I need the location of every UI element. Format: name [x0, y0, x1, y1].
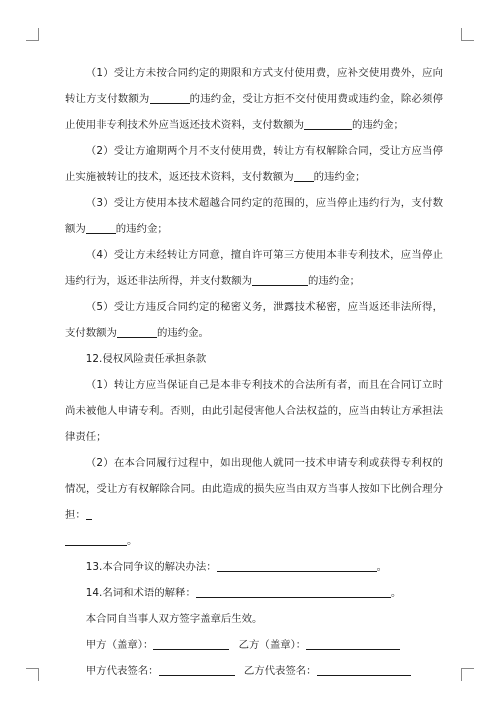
- clause-2: [65, 138, 443, 190]
- party-b-seal-label: 乙方（盖章）：: [238, 639, 307, 651]
- party-a-seal-label: 甲方（盖章）：: [85, 639, 154, 651]
- document-body: [65, 60, 443, 684]
- party-a-rep-field[interactable]: [159, 664, 235, 676]
- clause-4-text-b: 的违约金；: [308, 275, 360, 287]
- clause-1: [65, 60, 443, 138]
- crop-mark-top-right: [461, 28, 474, 41]
- section-14-end: 。: [390, 587, 402, 599]
- section-12-para-2-end: 。: [127, 535, 138, 547]
- representative-row: [65, 658, 443, 684]
- section-12-para-2-text: （2）在本合同履行过程中，如出现他人就同一技术申请专利或获得专利权的情况，受让方有权解除合同。由此造成的损失应当由双方当事人按如下比例合理分担：: [65, 457, 443, 521]
- clause-3-text-a: （3）受让方使用本技术超越合同约定的范围的，应当停止违约行为，支付数额为: [65, 197, 443, 235]
- clause-1-text-b: 的违约金，受让方拒不交付使用费或违约金，除必须停止使用非专利技术外应当返还技术资料，支付数额为: [65, 93, 443, 131]
- clause-2-text-b: 的违约金；: [313, 171, 366, 183]
- section-14-label: 14.名词和术语的解释：: [85, 587, 196, 599]
- clause-3-text-b: 的违约金；: [115, 223, 168, 235]
- clause-5-text-b: 的违约金。: [156, 327, 209, 339]
- section-12-para-1: （1）转让方应当保证自己是本非专利技术的合法所有者，而且在合同订立时尚未被他人申请专利。否则，由此引起侵害他人合法权益的，应当由转让方承担法律责任；: [65, 379, 443, 443]
- blank-field[interactable]: [86, 508, 92, 520]
- crop-mark-top-left: [26, 28, 39, 41]
- section-14: [65, 580, 443, 606]
- section-12-para-2: [65, 450, 443, 528]
- clause-2-text-a: （2）受让方逾期两个月不支付使用费，转让方有权解除合同，受让方应当停止实施被转让的技术，返还技术资料，支付数额为: [65, 145, 443, 183]
- seal-row: [65, 632, 443, 658]
- crop-mark-bottom-right: [461, 668, 474, 681]
- clause-5: [65, 294, 443, 346]
- clause-1-text-a: （1）受让方未按合同约定的期限和方式支付使用费，应补交使用费外，应向转让方支付数额为: [65, 67, 443, 105]
- blank-field[interactable]: [294, 170, 314, 182]
- blank-field[interactable]: [86, 222, 116, 234]
- section-12-title: 12.侵权风险责任承担条款: [85, 353, 207, 365]
- blank-field[interactable]: [196, 586, 391, 598]
- blank-field[interactable]: [252, 274, 308, 286]
- party-a-rep-label: 甲方代表签名：: [85, 665, 159, 677]
- party-b-rep-field[interactable]: [317, 664, 411, 676]
- blank-field[interactable]: [65, 534, 127, 546]
- section-12-para-2-continuation: [65, 528, 443, 554]
- clause-4: [65, 242, 443, 294]
- blank-field[interactable]: [150, 92, 190, 104]
- section-13-label: 13.本合同争议的解决办法：: [85, 561, 217, 573]
- blank-field[interactable]: [217, 560, 377, 572]
- clause-4-text-a: （4）受让方未经转让方同意，擅自许可第三方使用本非专利技术，应当停止违约行为，返还非法所得，并支付数额为: [65, 249, 443, 287]
- clause-1-text-c: 的违约金；: [351, 119, 404, 131]
- party-a-seal-field[interactable]: [153, 638, 229, 650]
- party-b-seal-field[interactable]: [306, 638, 400, 650]
- section-13-end: 。: [376, 561, 388, 573]
- blank-field[interactable]: [304, 118, 352, 130]
- clause-5-text-a: （5）受让方违反合同约定的秘密义务，泄露技术秘密，应当返还非法所得，支付数额为: [65, 301, 443, 339]
- section-13: [65, 554, 443, 580]
- blank-field[interactable]: [117, 326, 157, 338]
- clause-3: [65, 190, 443, 242]
- crop-mark-bottom-left: [26, 668, 39, 681]
- effective-clause: 本合同自当事人双方签字盖章后生效。: [85, 613, 263, 625]
- party-b-rep-label: 乙方代表签名：: [243, 665, 317, 677]
